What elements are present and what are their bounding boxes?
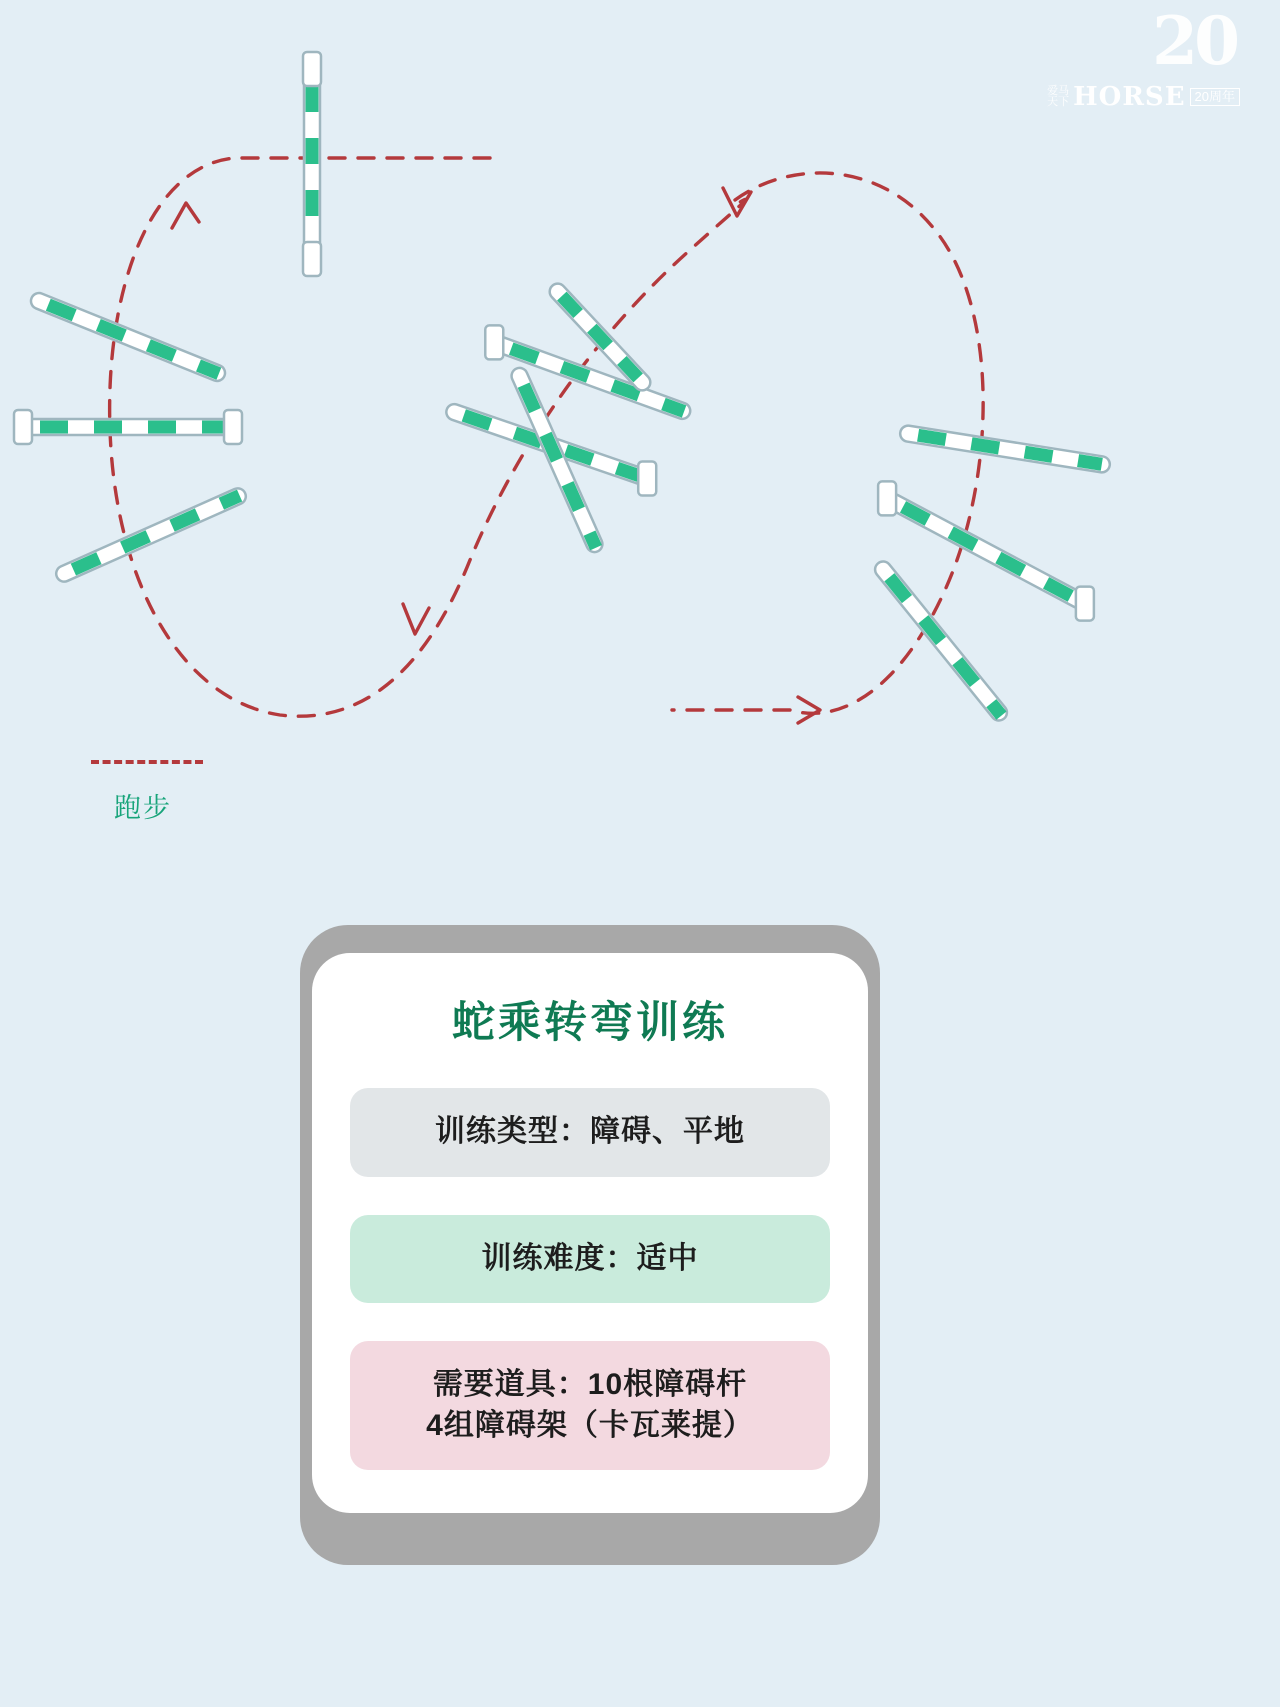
pole-left-horizontal: [14, 410, 242, 444]
brand-logo: [1046, 2, 1246, 118]
training-difficulty-row: 训练难度：适中: [350, 1215, 830, 1304]
route-left-loop: [110, 158, 746, 716]
training-type-row: 训练类型：障碍、平地: [350, 1088, 830, 1177]
logo-20-mark: 20: [1152, 2, 1236, 80]
logo-anniversary-badge: 20周年: [1190, 88, 1240, 106]
arrow-left-lower-icon: [403, 604, 429, 634]
route-arrowheads: [172, 188, 820, 723]
info-card: [300, 925, 880, 1565]
required-props-row: [350, 1341, 830, 1470]
pole-center-upper: [474, 320, 696, 432]
arrow-bottom-right-icon: [798, 697, 820, 723]
dashed-line-icon: [91, 760, 203, 764]
logo-horse-text: HORSE: [1073, 82, 1186, 112]
pole-right-lower: [872, 558, 1010, 723]
legend-label: 跑步: [114, 793, 172, 823]
logo-chinese-name: 爱马 天下: [1047, 85, 1070, 108]
arrow-left-upper-icon: [172, 203, 199, 228]
required-props-line-1: 需要道具：10根障碍杆: [432, 1368, 748, 1401]
pole-left-upper-diag: [29, 291, 228, 384]
pole-left-lower-diag: [54, 486, 249, 584]
logo-wordmark-group: [1047, 82, 1240, 112]
page-title: 蛇乘转弯训练: [452, 999, 728, 1047]
pole-right-upper: [899, 425, 1111, 474]
pole-top-vertical: [303, 52, 321, 276]
info-card-body: [312, 953, 868, 1513]
legend: [88, 760, 308, 825]
required-props-line-2: 4组障碍架（卡瓦莱提）: [426, 1408, 754, 1442]
